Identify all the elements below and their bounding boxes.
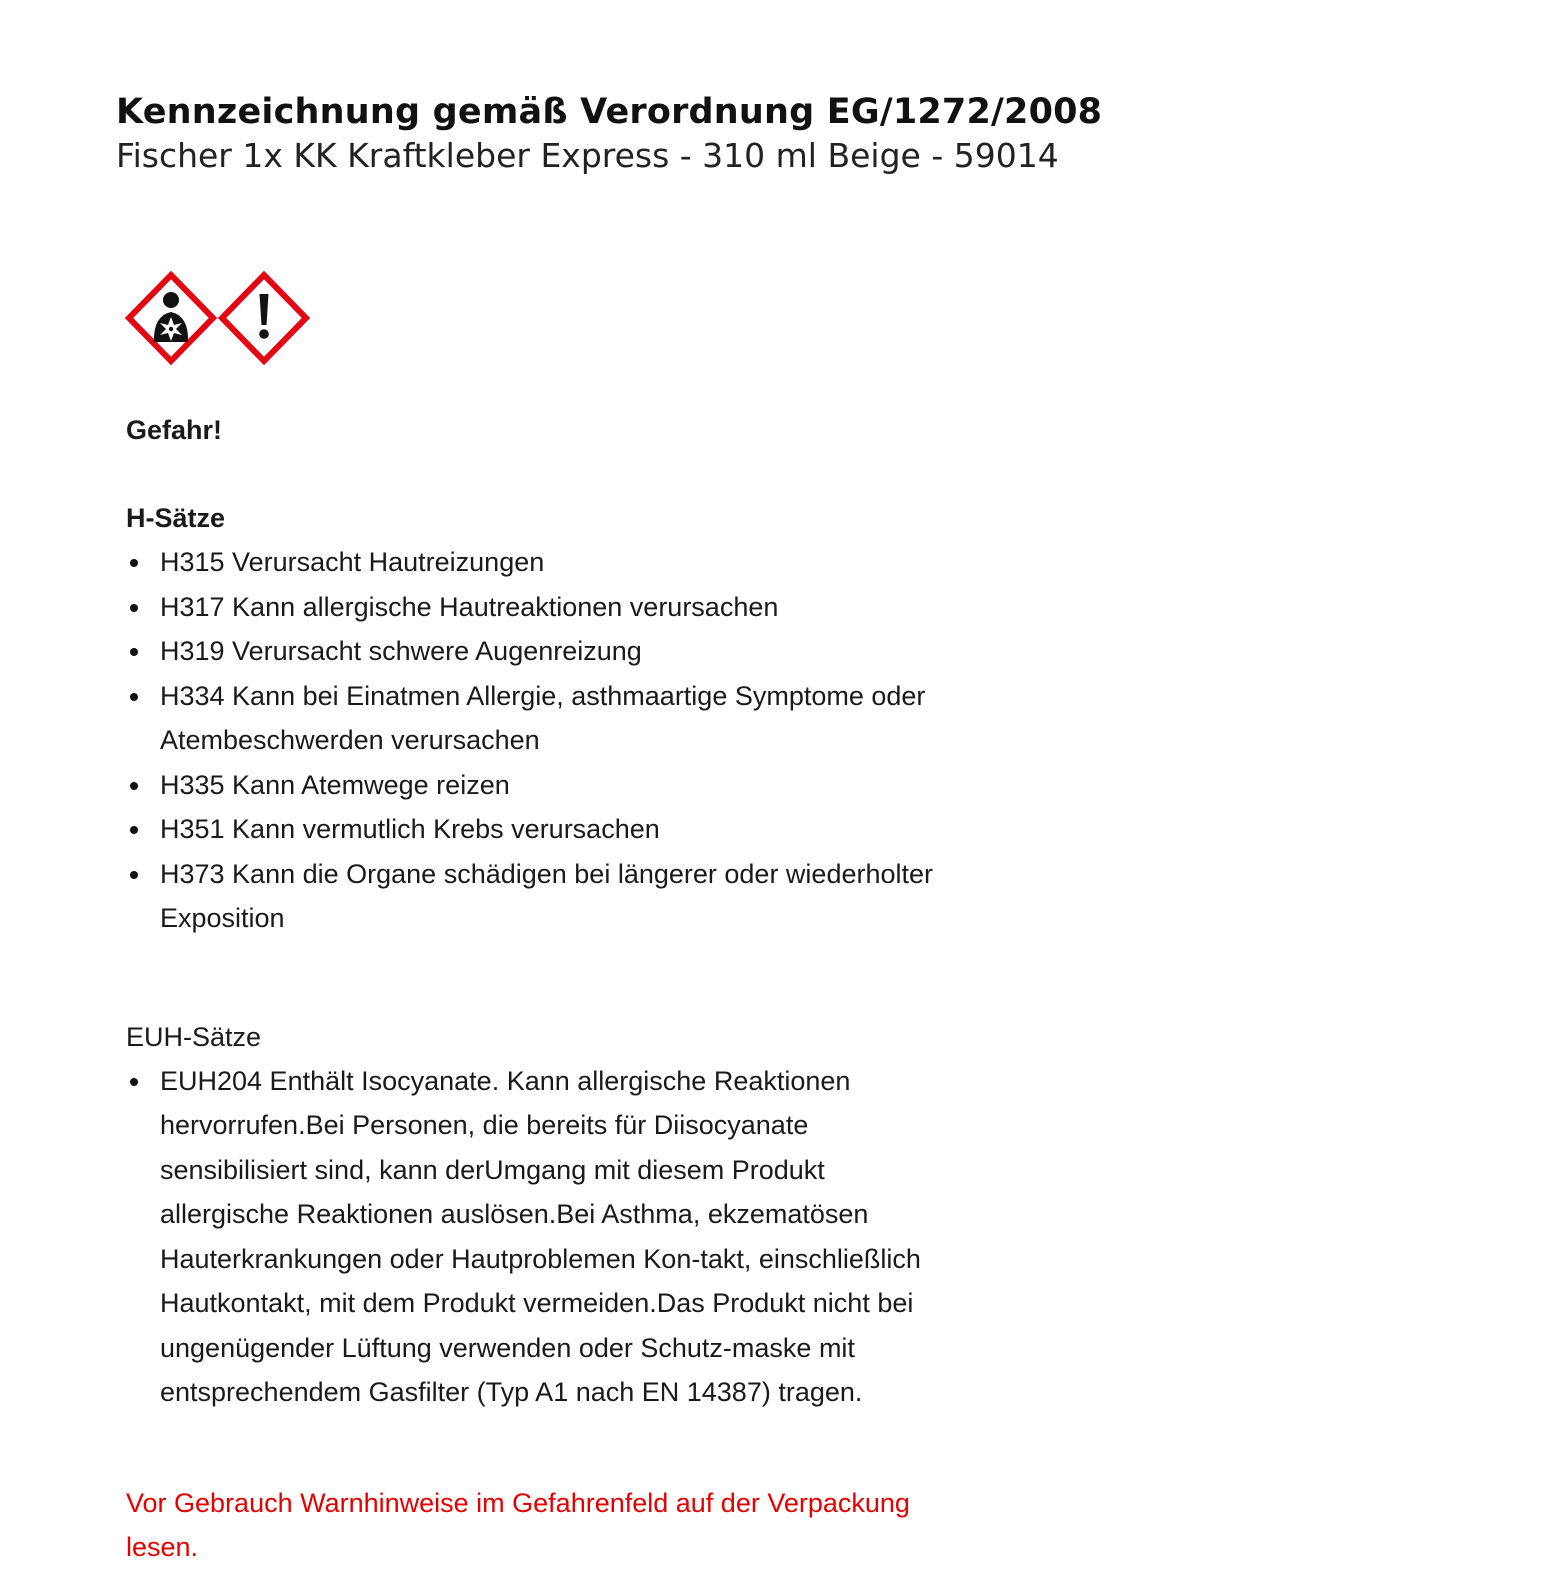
hazard-content bbox=[126, 408, 1026, 1569]
list-item: H373 Kann die Organe schädigen bei längerer oder wiederholter Exposition bbox=[126, 852, 970, 941]
list-item: H317 Kann allergische Hautreaktionen verursachen bbox=[126, 585, 960, 630]
list-item: H351 Kann vermutlich Krebs verursachen bbox=[126, 807, 960, 852]
list-item: EUH204 Enthält Isocyanate. Kann allergische Reaktionen hervorrufen.Bei Personen, die bereits für Diisocyanate sensibilisiert sind, kann derUmgang mit diesem Produkt allergische Reaktionen auslösen.Bei Asthma, ekzematösen Hauterkrankungen oder Hautproblemen Kon-takt, einschließlich Hautkontakt, mit dem Produkt vermeiden.Das Produkt nicht bei ungenügender Lüftung verwenden oder Schutz-maske mit entsprechendem Gasfilter (Typ A1 nach EN 14387) tragen. bbox=[126, 1059, 960, 1415]
health-hazard-icon bbox=[129, 275, 213, 361]
euh-statements-list bbox=[126, 1059, 1026, 1415]
euh-statements-title: EUH-Sätze bbox=[126, 1021, 262, 1052]
list-item: H315 Verursacht Hautreizungen bbox=[126, 540, 960, 585]
h-statements-title: H-Sätze bbox=[126, 503, 226, 533]
list-item: H335 Kann Atemwege reizen bbox=[126, 763, 960, 808]
packaging-warning: Vor Gebrauch Warnhinweise im Gefahrenfeld auf der Verpackung lesen. bbox=[126, 1487, 910, 1562]
list-item: H319 Verursacht schwere Augenreizung bbox=[126, 629, 960, 674]
exclamation-mark-icon bbox=[222, 275, 306, 361]
ghs-pictograms bbox=[124, 270, 314, 366]
product-name: Fischer 1x KK Kraftkleber Express - 310 ml Beige - 59014 bbox=[116, 136, 1059, 175]
h-statements-list bbox=[126, 540, 1026, 941]
signal-word: Gefahr! bbox=[126, 415, 223, 445]
page-title: Kennzeichnung gemäß Verordnung EG/1272/2008 bbox=[116, 92, 1103, 132]
list-item: H334 Kann bei Einatmen Allergie, asthmaartige Symptome oder Atembeschwerden verursachen bbox=[126, 674, 960, 763]
